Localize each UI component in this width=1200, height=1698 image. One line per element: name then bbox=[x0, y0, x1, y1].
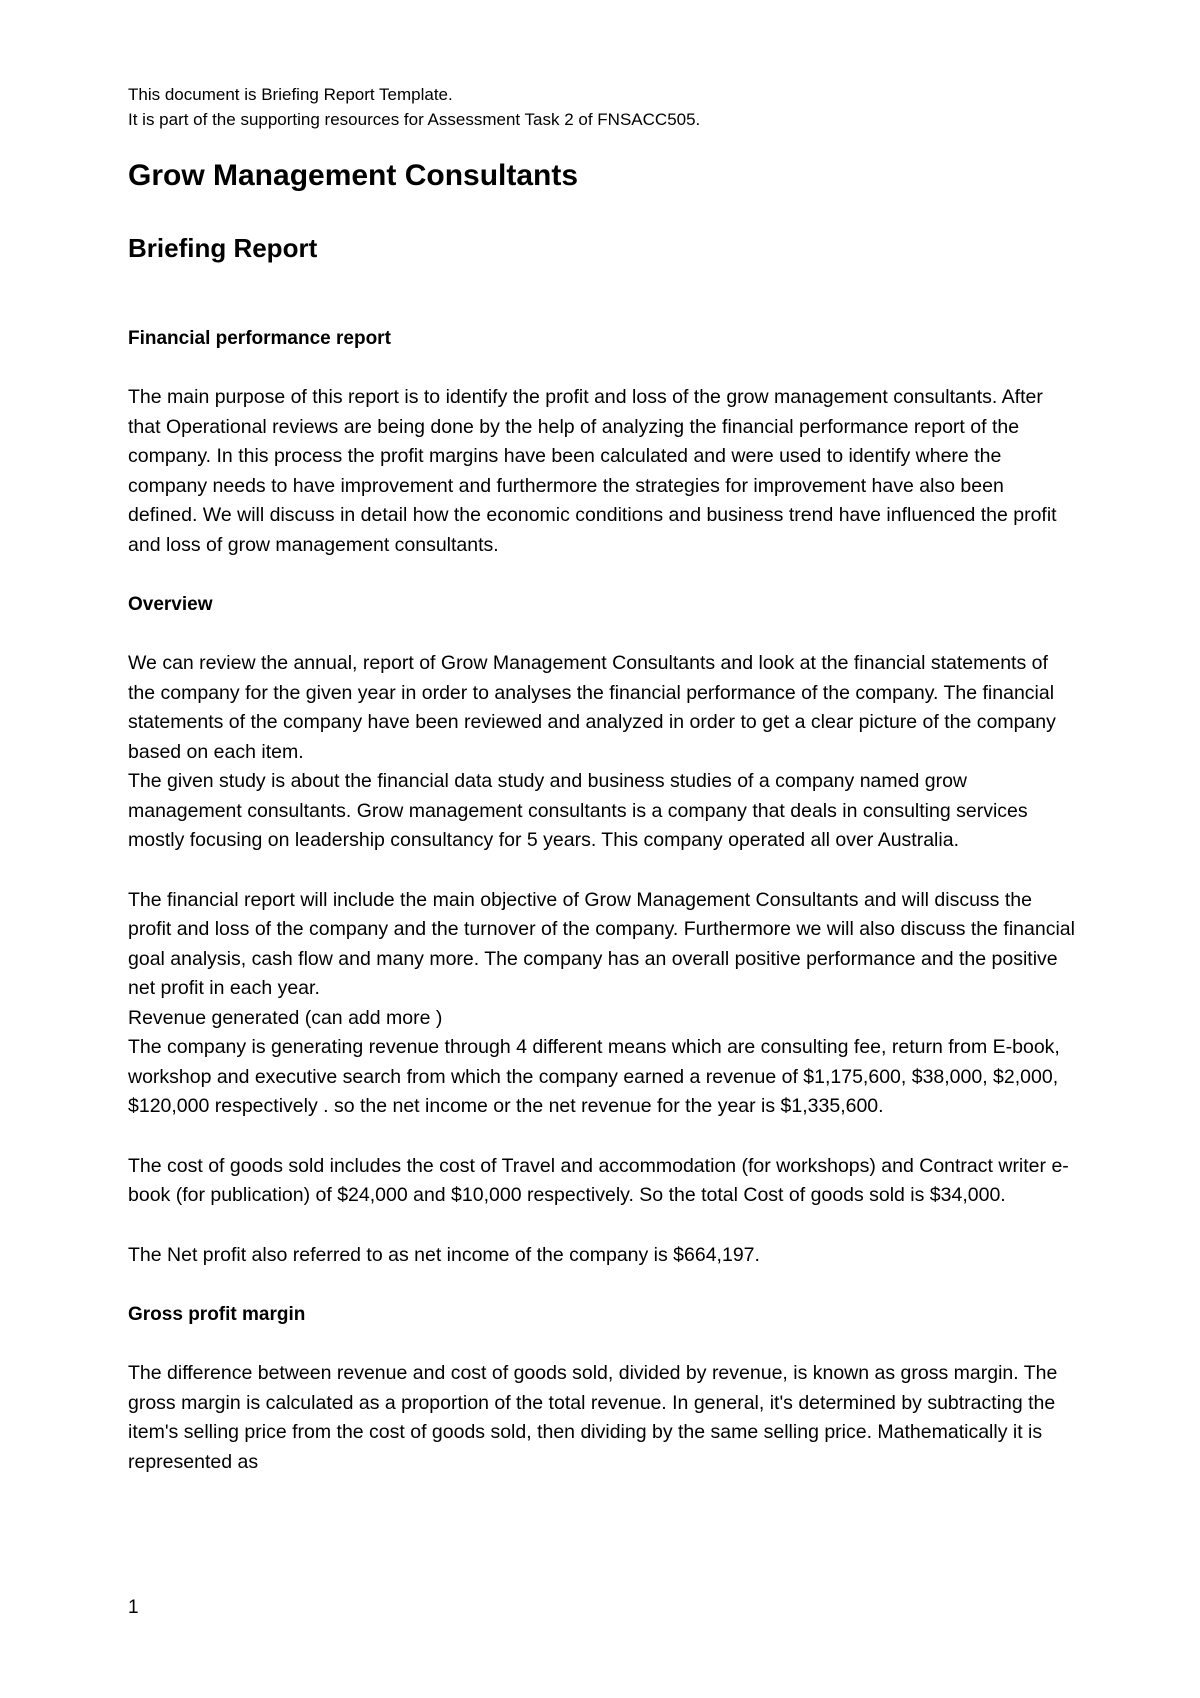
paragraph-gross-margin: The difference between revenue and cost of goods sold, divided by revenue, is known as gross margin. The gross margin is calculated as a proportion of the total revenue. In general, it's determined by subtracting the item's selling price from the cost of goods sold, then dividing by the same selling price. Mathematically it is represented as bbox=[128, 1362, 1058, 1473]
paragraph-financial-performance: The main purpose of this report is to identify the profit and loss of the grow management consultants. After that Operational reviews are being done by the help of analyzing the financial performance report of the company. In this process the profit margins have been calculated and were used to identify where the company needs to have improvement and furthermore the strategies for improvement have also been defined. We will discuss in detail how the economic conditions and business trend have influenced the profit and loss of grow management consultants. bbox=[128, 386, 1057, 556]
heading-financial-performance: Financial performance report bbox=[128, 328, 391, 349]
document-title: Grow Management Consultants bbox=[128, 159, 579, 192]
paragraph-net-profit: The Net profit also referred to as net income of the company is $664,197. bbox=[128, 1243, 760, 1266]
paragraph-revenue-details: The company is generating revenue through 4 different means which are consulting fee, return from E-book, workshop and executive search from which the company earned a revenue of $1,175,600, $38,000, $2,000, $120,000 respectively . so the net income or the net revenue for the year is $1,335,600. bbox=[128, 1036, 1060, 1117]
paragraph-overview-2: The given study is about the financial data study and business studies of a company named grow management consultants. Grow management consultants is a company that deals in consulting services mostly focusing on leadership consultancy for 5 years. This company operated all over Australia. bbox=[128, 770, 1028, 851]
intro-line-1: This document is Briefing Report Template. bbox=[128, 85, 453, 104]
paragraph-overview-3: The financial report will include the main objective of Grow Management Consultants and will discuss the profit and loss of the company and the turnover of the company. Furthermore we will also discuss the financial goal analysis, cash flow and many more. The company has an overall positive performance and the positive net profit in each year. bbox=[128, 888, 1075, 999]
document-subtitle: Briefing Report bbox=[128, 233, 318, 263]
document-body bbox=[128, 82, 1078, 1477]
page-number: 1 bbox=[128, 1597, 139, 1618]
heading-overview: Overview bbox=[128, 594, 213, 615]
heading-gross-profit-margin: Gross profit margin bbox=[128, 1304, 306, 1325]
paragraph-overview-1: We can review the annual, report of Grow Management Consultants and look at the financial statements of the company for the given year in order to analyses the financial performance of the company. The financial statements of the company have been reviewed and analyzed in order to get a clear picture of the company based on each item. bbox=[128, 652, 1056, 763]
paragraph-revenue-generated: Revenue generated (can add more ) bbox=[128, 1006, 443, 1029]
intro-line-2: It is part of the supporting resources for Assessment Task 2 of FNSACC505. bbox=[128, 110, 701, 129]
paragraph-cost-of-goods: The cost of goods sold includes the cost of Travel and accommodation (for workshops) and Contract writer e-book (for publication) of $24,000 and $10,000 respectively. So the total Cost of goods sold is $34,000. bbox=[128, 1154, 1069, 1206]
